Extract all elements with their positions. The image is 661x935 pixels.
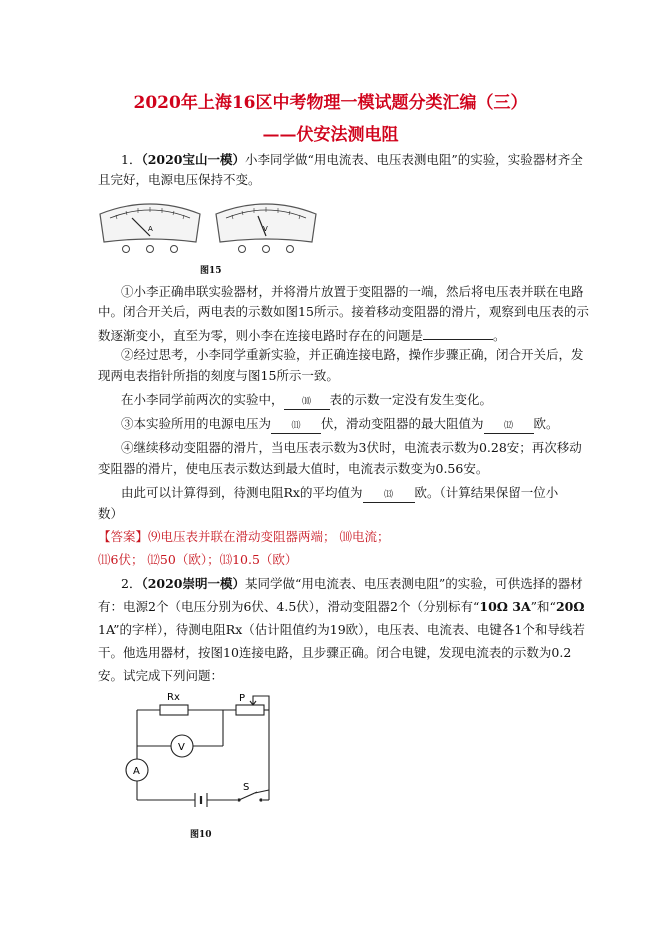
q1-intro-line-1: 1．（2020宝山一模）小李同学做“用电流表、电压表测电阻”的实验，实验器材齐全 — [121, 152, 583, 167]
voltmeter — [216, 204, 316, 253]
q1-part3: ③本实验所用的电源电压为 ⑾ 伏，滑动变阻器的最大阻值为 ⑿ 欧。 — [121, 417, 559, 434]
q1-part4-line-2: 变阻器的滑片，使电压表示数达到最大值时，电流表示数变为0.56安。 — [98, 461, 489, 476]
q1-part4-line-1: ④继续移动变阻器的滑片，当电压表示数为3伏时，电流表示数为0.28安；再次移动 — [121, 440, 582, 455]
q1-part1-line-2: 中。闭合开关后，两电表的示数如图15所示。接着移动变阻器的滑片，观察到电压表的示 — [98, 304, 589, 319]
blank-11: ⑾ — [271, 420, 321, 434]
q2-line-4: 干。他选用器材，按图10连接电路，且步骤正确。闭合电键，发现电流表的示数为0.2 — [98, 645, 572, 660]
q2-line-2: 有：电源2个（电压分别为6伏、4.5伏），滑动变阻器2个（分别标有“10Ω 3A”和“20Ω — [98, 599, 585, 614]
rx-symbol: Rx — [283, 485, 300, 500]
q2-line-3: 1A”的字样），待测电阻Rx（估计阻值约为19欧），电压表、电流表、电键各1个和导线若 — [98, 622, 585, 637]
q1-part5-line-2: 数） — [98, 506, 124, 521]
q1-part1-line-3: 数逐渐变小，直至为零，则小李在连接电路时存在的问题是 。 — [98, 328, 506, 343]
blank-10: ⑽ — [284, 396, 330, 410]
q1-answer-line-1: 【答案】⑼电压表并联在滑动变阻器两端； ⑽电流； — [98, 529, 390, 544]
label-rx: Rx — [167, 692, 180, 703]
resistor-rx — [160, 705, 188, 715]
ammeter-unit: A — [148, 225, 153, 233]
ammeter — [100, 204, 200, 253]
q2-source: （2020崇明一模） — [141, 576, 245, 591]
q1-part2-line-2: 现两电表指针所指的刻度与图15所示一致。 — [98, 368, 339, 383]
svg-text:V: V — [178, 742, 185, 753]
q1-part1-line-1: ①小李正确串联实验器材，并将滑片放置于变阻器的一端，然后将电压表并联在电路 — [121, 284, 584, 299]
q1-source: （2020宝山一模） — [141, 152, 245, 167]
fig15-caption: 图15 — [200, 266, 222, 276]
blank-12: ⑿ — [484, 420, 534, 434]
rheostat — [236, 705, 264, 715]
svg-text:A: A — [133, 766, 140, 777]
label-s: S — [243, 782, 250, 793]
circuit-diagram — [115, 690, 285, 815]
blank-9 — [423, 326, 493, 340]
blank-13: ⒀ — [363, 489, 415, 503]
title-line-2: ——伏安法测电阻 — [262, 125, 399, 145]
q2-line-5: 安。试完成下列问题： — [98, 668, 224, 683]
label-p: P — [239, 693, 246, 704]
q1-answer-line-2: ⑾6伏； ⑿50（欧）；⒀10.5（欧） — [98, 552, 298, 567]
fig10-caption: 图10 — [190, 830, 212, 840]
title-line-1: 2020年上海16区中考物理一模试题分类汇编（三） — [133, 93, 528, 113]
q1-part2-line-1: ②经过思考，小李同学重新实验，并正确连接电路，操作步骤正确，闭合开关后，发 — [121, 347, 584, 362]
q2-line-1: 2．（2020崇明一模）某同学做“用电流表、电压表测电阻”的实验，可供选择的器材 — [121, 576, 583, 591]
q1-intro-line-2: 且完好，电源电压保持不变。 — [98, 172, 261, 187]
voltmeter-unit: V — [263, 225, 268, 233]
q1-part2-line-3: 在小李同学前两次的实验中， ⑽ 表的示数一定没有发生变化。 — [121, 393, 492, 410]
q1-number: 1． — [121, 152, 142, 167]
q1-part5-line-1: 由此可以计算得到，待测电阻Rx的平均值为 ⒀ 欧。（计算结果保留一位小 — [121, 486, 558, 503]
q2-number: 2． — [121, 576, 142, 591]
meters-figure — [96, 196, 336, 258]
